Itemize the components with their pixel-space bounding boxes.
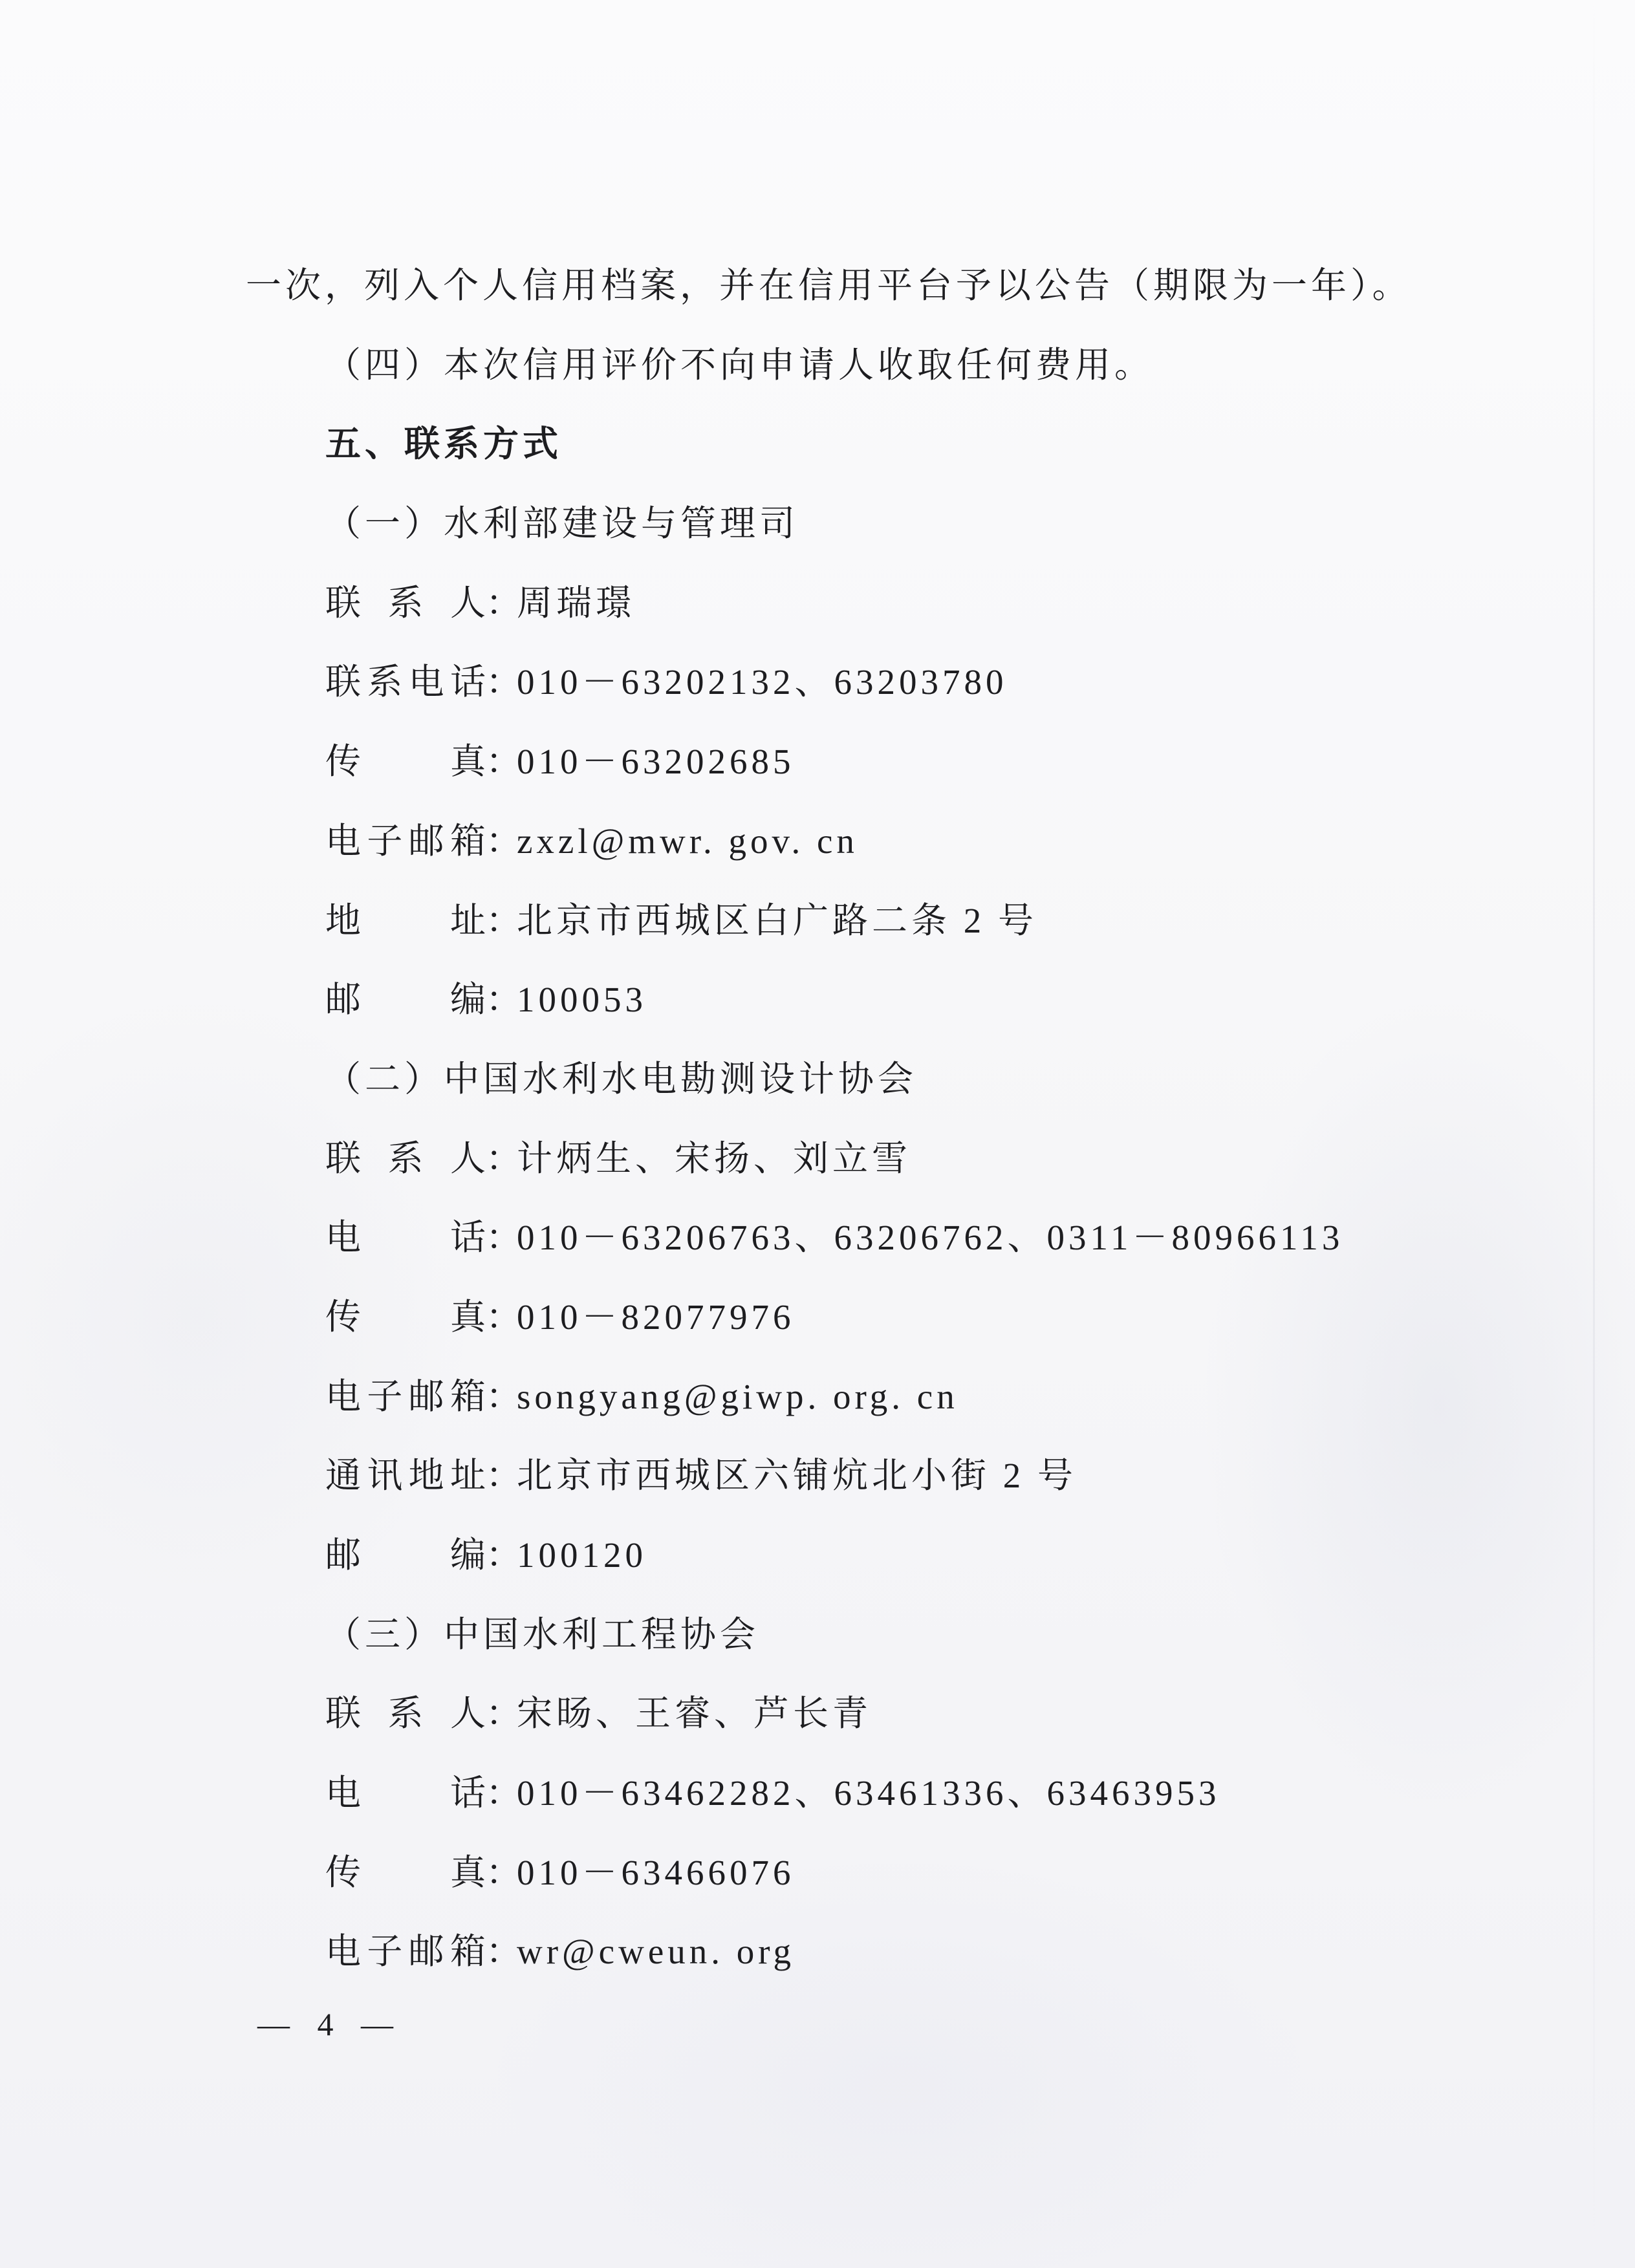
field-separator: ：: [486, 1535, 522, 1575]
field-value: wr@cweun. org: [517, 1932, 796, 1972]
contact-heading: （一）水利部建设与管理司: [325, 504, 799, 544]
field-value: 010－63202685: [517, 742, 795, 782]
document-body: [0, 246, 1635, 1992]
field-value: 北京市西城区白广路二条 2 号: [517, 900, 1038, 940]
field-separator: ：: [486, 583, 522, 623]
field-label: 电子邮箱: [325, 1932, 486, 1972]
field-label: 邮 编: [325, 1535, 486, 1575]
field-separator: ：: [486, 742, 522, 782]
field-separator: ：: [486, 1138, 522, 1178]
field-separator: ：: [486, 821, 522, 861]
contact-field-row: [0, 1198, 1635, 1278]
field-label: 电 话: [325, 1773, 486, 1813]
field-label: 电子邮箱: [325, 821, 486, 861]
contact-field-row: [0, 881, 1635, 961]
field-separator: ：: [486, 1694, 522, 1734]
contact-field-row: [0, 1278, 1635, 1357]
contact-field-row: [0, 960, 1635, 1040]
contact-field-row: [0, 1119, 1635, 1199]
field-separator: ：: [486, 662, 522, 702]
contact-field-row: [0, 1436, 1635, 1516]
field-label: 联 系 人: [325, 1138, 486, 1178]
contact-field-row: [0, 1516, 1635, 1595]
field-label: 联系电话: [325, 662, 486, 702]
contact-field-row: [0, 1912, 1635, 1992]
field-label: 通讯地址: [325, 1456, 486, 1496]
section-heading: 五、联系方式: [325, 424, 563, 464]
contact-heading: （二）中国水利水电勘测设计协会: [325, 1059, 918, 1099]
field-separator: ：: [486, 1376, 522, 1416]
contact-field-row: [0, 1833, 1635, 1913]
field-label: 传 真: [325, 1852, 486, 1892]
contact-field-row: [0, 722, 1635, 802]
field-label: 传 真: [325, 742, 486, 782]
field-value: 010－63202132、63203780: [517, 662, 1008, 702]
field-separator: ：: [486, 980, 522, 1020]
field-separator: ：: [486, 1932, 522, 1972]
field-value: 100053: [517, 980, 647, 1020]
field-value: 010－82077976: [517, 1297, 795, 1337]
field-separator: ：: [486, 900, 522, 940]
field-separator: ：: [486, 1218, 522, 1258]
contact-field-row: [0, 1674, 1635, 1754]
page-number: — 4 —: [257, 2006, 403, 2042]
field-label: 电 话: [325, 1218, 486, 1258]
contact-field-row: [0, 564, 1635, 643]
field-value: 010－63206763、63206762、0311－80966113: [517, 1218, 1344, 1258]
contact-field-row: [0, 643, 1635, 722]
contact-heading: （三）中国水利工程协会: [325, 1614, 760, 1654]
field-value: 计炳生、宋扬、刘立雪: [517, 1138, 912, 1178]
field-label: 联 系 人: [325, 583, 486, 623]
field-value: 周瑞璟: [517, 583, 636, 623]
field-label: 电子邮箱: [325, 1376, 486, 1416]
continuation-paragraph: 一次，列入个人信用档案，并在信用平台予以公告（期限为一年）。: [246, 266, 1412, 305]
field-value: 010－63462282、63461336、63463953: [517, 1773, 1220, 1813]
contact-field-row: [0, 1754, 1635, 1833]
field-separator: ：: [486, 1773, 522, 1813]
field-label: 地 址: [325, 900, 486, 940]
item-four-paragraph: （四）本次信用评价不向申请人收取任何费用。: [325, 345, 1154, 385]
field-label: 传 真: [325, 1297, 486, 1337]
contact-field-row: [0, 1357, 1635, 1437]
field-label: 邮 编: [325, 980, 486, 1020]
field-separator: ：: [486, 1456, 522, 1496]
field-value: 北京市西城区六铺炕北小街 2 号: [517, 1456, 1077, 1496]
field-value: zxzl@mwr. gov. cn: [517, 821, 858, 861]
contact-field-row: [0, 802, 1635, 881]
field-label: 联 系 人: [325, 1694, 486, 1734]
field-value: 100120: [517, 1535, 647, 1575]
field-separator: ：: [486, 1297, 522, 1337]
field-value: 010－63466076: [517, 1852, 795, 1892]
field-value: 宋旸、王睿、芦长青: [517, 1694, 872, 1734]
field-value: songyang@giwp. org. cn: [517, 1376, 958, 1416]
field-separator: ：: [486, 1852, 522, 1892]
